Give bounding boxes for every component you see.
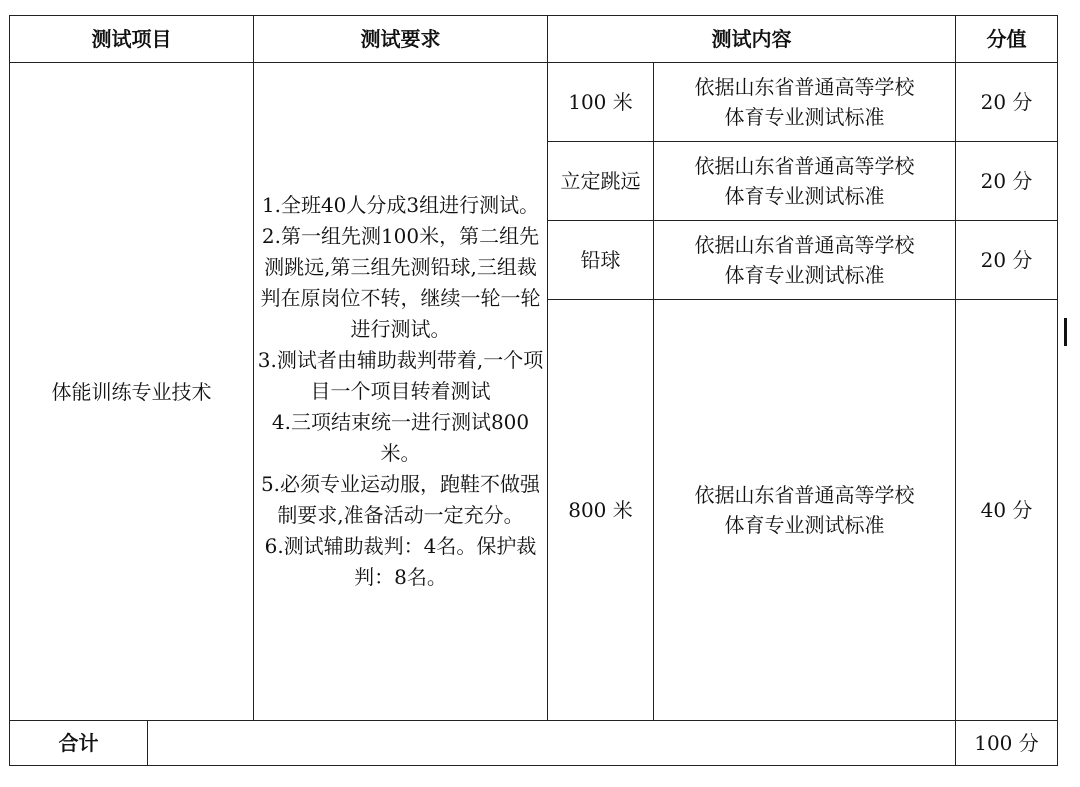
- standard-line-2: 体育专业测试标准: [724, 263, 885, 287]
- standard-line-2: 体育专业测试标准: [724, 105, 885, 129]
- requirement-5: 5.必须专业运动服，跑鞋不做强制要求,准备活动一定充分。: [260, 472, 541, 527]
- standard-line-1: 依据山东省普通高等学校: [694, 483, 915, 507]
- item-score: 20 分: [956, 63, 1058, 142]
- requirement-4: 4.三项结束统一进行测试800米。: [271, 410, 530, 465]
- requirements-cell: [254, 63, 548, 721]
- item-standard: [654, 63, 956, 142]
- standard-line-2: 体育专业测试标准: [724, 513, 885, 537]
- standard-line-1: 依据山东省普通高等学校: [694, 75, 915, 99]
- header-content: 测试内容: [548, 16, 956, 63]
- item-name: 立定跳远: [548, 142, 654, 221]
- item-name: 铅球: [548, 221, 654, 300]
- standard-line-1: 依据山东省普通高等学校: [694, 154, 915, 178]
- header-row: [10, 16, 1058, 63]
- requirement-3: 3.测试者由辅助裁判带着,一个项目一个项目转着测试: [257, 348, 544, 403]
- requirement-2: 2.第一组先测100米，第二组先测跳远,第三组先测铅球,三组裁判在原岗位不转，继续一轮一轮进行测试。: [260, 224, 541, 341]
- project-name: 体能训练专业技术: [10, 63, 254, 721]
- standard-line-1: 依据山东省普通高等学校: [694, 233, 915, 257]
- requirement-6: 6.测试辅助裁判：4名。保护裁判：8名。: [264, 534, 537, 589]
- item-score: 20 分: [956, 142, 1058, 221]
- item-name: 100 米: [548, 63, 654, 142]
- total-score: 100 分: [956, 721, 1058, 766]
- item-standard: [654, 300, 956, 721]
- total-blank: [148, 721, 956, 766]
- standard-line-2: 体育专业测试标准: [724, 184, 885, 208]
- item-name: 800 米: [548, 300, 654, 721]
- item-row-100m: [10, 63, 1058, 142]
- item-score: 20 分: [956, 221, 1058, 300]
- item-score: 40 分: [956, 300, 1058, 721]
- total-label: 合计: [10, 721, 148, 766]
- header-project: 测试项目: [10, 16, 254, 63]
- total-row: [10, 721, 1058, 766]
- header-score: 分值: [956, 16, 1058, 63]
- item-standard: [654, 142, 956, 221]
- requirement-1: 1.全班40人分成3组进行测试。: [261, 193, 540, 217]
- header-requirements: 测试要求: [254, 16, 548, 63]
- scoring-table: [9, 15, 1058, 766]
- side-mark: [1064, 318, 1067, 346]
- item-standard: [654, 221, 956, 300]
